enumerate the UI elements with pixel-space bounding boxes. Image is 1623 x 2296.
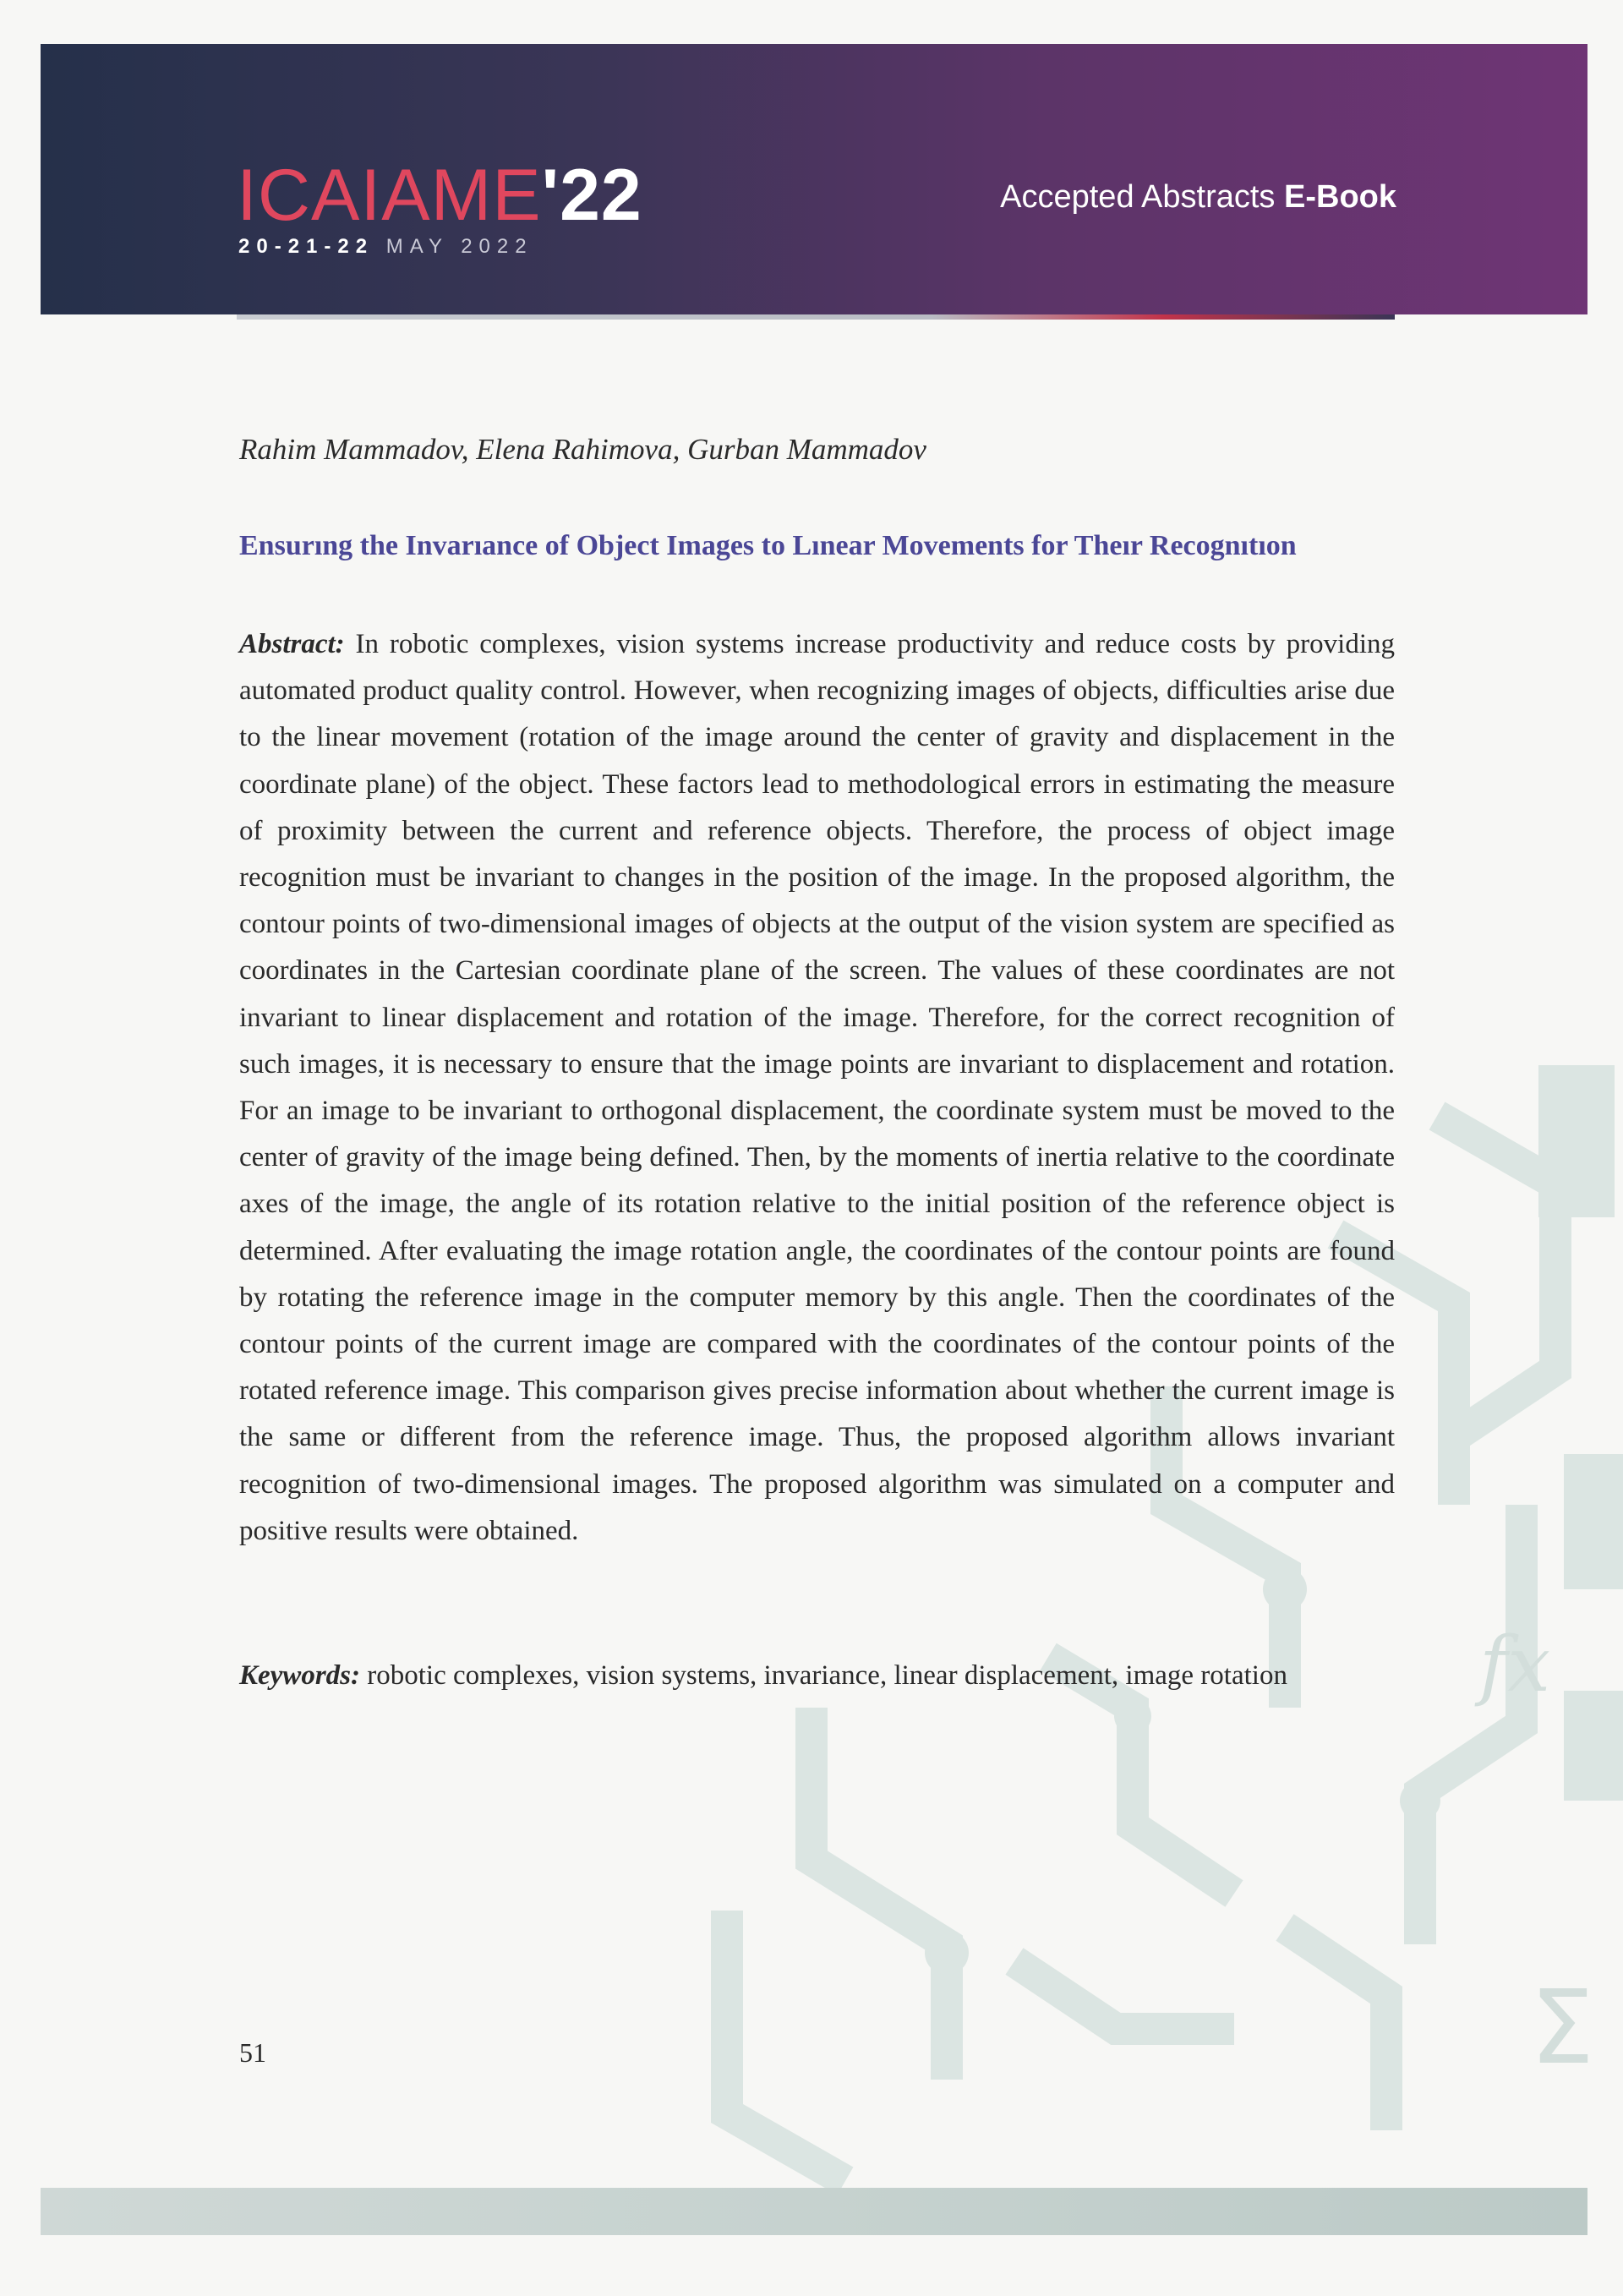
- conference-logo: [237, 155, 642, 236]
- paper-title: Ensurıng the Invarıance of Object Images to Lınear Movements for Theır Recognıtıon: [239, 530, 1297, 561]
- dates-month: MAY 2022: [385, 235, 533, 258]
- abstract-text: In robotic complexes, vision systems increase productivity and reduce costs by providing automated product quality control. However, when recognizing images of objects, difficulties arise due to the linear movement (rotation of the image around the center of gravity and displacement in the coordinate plane) of the object. These factors lead to methodological errors in estimating the measure of proximity between the current and reference objects. Therefore, the process of object image recognition must be invariant to changes in the position of the image. In the proposed algorithm, the contour points of two-dimensional images of objects at the output of the vision system are specified as coordinates in the Cartesian coordinate plane of the screen. The values of these coordinates are not invariant to linear displacement and rotation of the image. Therefore, for the correct recognition of such images, it is necessary to ensure that the image points are invariant to displacement and rotation. For an image to be invariant to orthogonal displacement, the coordinate system must be moved to the center of gravity of the image being defined. Then, by the moments of inertia relative to the coordinate axes of the image, the angle of its rotation relative to the initial position of the reference object is determined. After evaluating the image rotation angle, the coordinates of the contour points are found by rotating the reference image in the computer memory by this angle. Then the coordinates of the contour points of the current image are compared with the coordinates of the contour points of the rotated reference image. This comparison gives precise information about whether the current image is the same or different from the reference image. Thus, the proposed algorithm allows invariant recognition of two-dimensional images. The proposed algorithm was simulated on a computer and positive results were obtained.: [239, 629, 1395, 1546]
- conference-dates: [238, 235, 533, 259]
- ebook-strong: E-Book: [1284, 179, 1396, 215]
- fx-symbol: fx: [1479, 1621, 1551, 1709]
- footer-bar: [41, 2188, 1587, 2235]
- page-number: 51: [239, 2037, 266, 2068]
- authors: Rahim Mammadov, Elena Rahimova, Gurban Mammadov: [239, 433, 926, 466]
- logo-text: ICAIAME: [237, 155, 542, 236]
- sigma-symbol: Σ: [1530, 1970, 1594, 2087]
- ebook-label: [1000, 179, 1396, 216]
- abstract-label: Abstract:: [239, 629, 345, 659]
- keywords-label: Keywords:: [239, 1660, 360, 1691]
- keywords-text: robotic complexes, vision systems, invariance, linear displacement, image rotation: [367, 1660, 1287, 1691]
- abstract: [239, 621, 1395, 1555]
- dates-days: 20-21-22: [238, 235, 374, 258]
- ebook-prefix: Accepted Abstracts: [1000, 179, 1276, 215]
- logo-year: '22: [541, 155, 642, 236]
- keywords: [239, 1653, 1397, 1699]
- header-underline: [237, 314, 1395, 320]
